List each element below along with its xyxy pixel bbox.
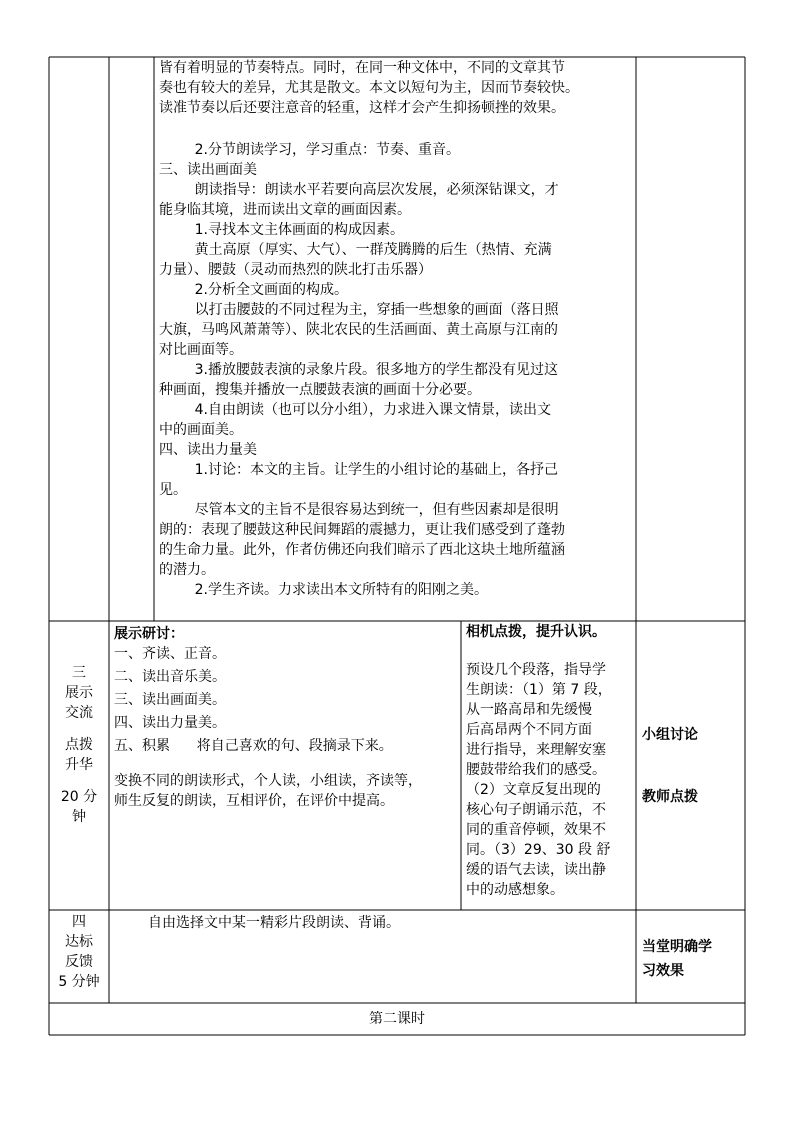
teacher-line: 同。（3）29、30 段 舒 <box>466 842 611 858</box>
text-line: 三、读出画面美 <box>159 162 257 178</box>
text-line: 以打击腰鼓的不同过程为主，穿插一些想象的画面（落日照 <box>159 302 559 318</box>
teacher-line: 从一路高昂和先缓慢 <box>466 702 592 718</box>
stage3-teacher <box>466 622 632 900</box>
stage-label-line: 展示 <box>65 685 93 701</box>
text-line: 尽管本文的主旨不是很容易达到统一，但有些因素却是很明 <box>159 502 559 518</box>
text-line: 黄土高原（厚实、大气）、一群茂腾腾的后生（热情、充满 <box>159 242 552 258</box>
teacher-line: 同的重音停顿，效果不 <box>466 822 606 838</box>
stage-label-line: 反馈 <box>65 954 93 970</box>
text-line: 中的画面美。 <box>159 422 243 438</box>
stage-label-line: 交流 <box>65 705 93 721</box>
stage4-label <box>49 912 109 992</box>
stage-label-line: 20 分 <box>60 789 98 805</box>
text-line: 四、读出力量美 <box>159 442 257 458</box>
text-line: 2.分节朗读学习，学习重点：节奏、重音。 <box>159 142 460 158</box>
text-line: 4.自由朗读（也可以分小组），力求进入课文情景，读出文 <box>159 402 551 418</box>
activity-item: 五、积累 将自己喜欢的句、段摘录下来。 <box>114 738 393 754</box>
teacher-line: 腰鼓带给我们的感受。 <box>466 762 606 778</box>
note-line: 习效果 <box>642 963 684 979</box>
text-line: 见。 <box>159 482 187 498</box>
teacher-line: 中的动感想象。 <box>466 882 564 898</box>
teacher-line: 预设几个段落，指导学 <box>466 662 606 678</box>
text-line: 朗读指导：朗读水平若要向高层次发展，必须深钻课文，才 <box>159 182 559 198</box>
activities-heading: 展示研讨： <box>114 626 184 642</box>
teacher-line: 进行指导，来理解安塞 <box>466 742 606 758</box>
text-line <box>159 118 631 140</box>
note-group-discussion: 小组讨论 <box>642 727 698 743</box>
text-line: 3.播放腰鼓表演的录象片段。很多地方的学生都没有见过这 <box>159 362 558 378</box>
text-line: 种画面，搜集并播放一点腰鼓表演的画面十分必要。 <box>159 382 481 398</box>
stage-label-line: 升华 <box>65 757 93 773</box>
text-line: 力量）、腰鼓（灵动而热烈的陕北打击乐器） <box>159 262 432 278</box>
text-line: 读准节奏以后还要注意音的轻重，这样才会产生抑扬顿挫的效果。 <box>159 100 565 116</box>
teacher-line: 缓的语气去读，读出静 <box>466 862 606 878</box>
text-line: 1.寻找本文主体画面的构成因素。 <box>159 222 404 238</box>
teacher-heading: 相机点拨，提升认识。 <box>466 624 606 640</box>
note-teacher-guidance: 教师点拨 <box>642 789 698 805</box>
activity-note: 师生反复的朗读，互相评价，在评价中提高。 <box>114 793 394 809</box>
text-line: 的生命力量。此外，作者仿佛还向我们暗示了西北这块土地所蕴涵 <box>159 542 565 558</box>
text-line: 大旗，马鸣风萧萧等）、陕北农民的生活画面、黄土高原与江南的 <box>159 322 558 338</box>
stage3-activities <box>114 624 459 811</box>
text-line: 2.分析全文画面的构成。 <box>159 282 348 298</box>
text-line: 2.学生齐读。力求读出本文所特有的阳刚之美。 <box>159 582 488 598</box>
text-line: 皆有着明显的节奏特点。同时，在同一种文体中，不同的文章其节 <box>159 60 565 76</box>
activity-item: 一、齐读、正音。 <box>114 646 226 662</box>
stage-label-line: 钟 <box>72 809 86 825</box>
stage-label-line: 达标 <box>65 934 93 950</box>
stage-label-line: 点拨 <box>65 737 93 753</box>
text-line: 对比画面等。 <box>159 342 243 358</box>
stage-label-line: 三 <box>72 665 86 681</box>
stage-label-line <box>49 775 109 787</box>
text-line: 能身临其境，进而读出文章的画面因素。 <box>159 202 411 218</box>
activity-item: 四、读出力量美。 <box>114 715 226 731</box>
teacher-line: 生朗读：（1）第 7 段， <box>466 682 612 698</box>
stage4-note <box>642 935 742 983</box>
teacher-line: （2）文章反复出现的 <box>466 782 601 798</box>
teacher-line: 后高昂两个不同方面 <box>466 722 592 738</box>
text-line: 朗的：表现了腰鼓这种民间舞蹈的震撼力，更让我们感受到了蓬勃 <box>159 522 565 538</box>
section-title: 第二课时 <box>369 1011 425 1027</box>
stage-label-line <box>49 723 109 735</box>
note-line: 当堂明确学 <box>642 939 712 955</box>
text-line: 1.讨论：本文的主旨。让学生的小组讨论的基础上，各抒己 <box>159 462 558 478</box>
stage3-label <box>49 663 109 827</box>
stage-label-line: 5 分钟 <box>58 974 100 990</box>
text-line: 的潜力。 <box>159 562 215 578</box>
activity-item: 二、读出音乐美。 <box>114 669 226 685</box>
text-line: 奏也有较大的差异，尤其是散文。本文以短句为主，因而节奏较快。 <box>159 80 579 96</box>
stage-label-line: 四 <box>72 914 86 930</box>
activity-note: 变换不同的朗读形式，个人读，小组读，齐读等， <box>114 773 422 789</box>
stage4-content: 自由选择文中某一精彩片段朗读、背诵。 <box>148 915 400 931</box>
upper-content <box>159 58 631 600</box>
teacher-line: 核心句子朗诵示范，不 <box>466 802 606 818</box>
activity-item: 三、读出画面美。 <box>114 692 226 708</box>
